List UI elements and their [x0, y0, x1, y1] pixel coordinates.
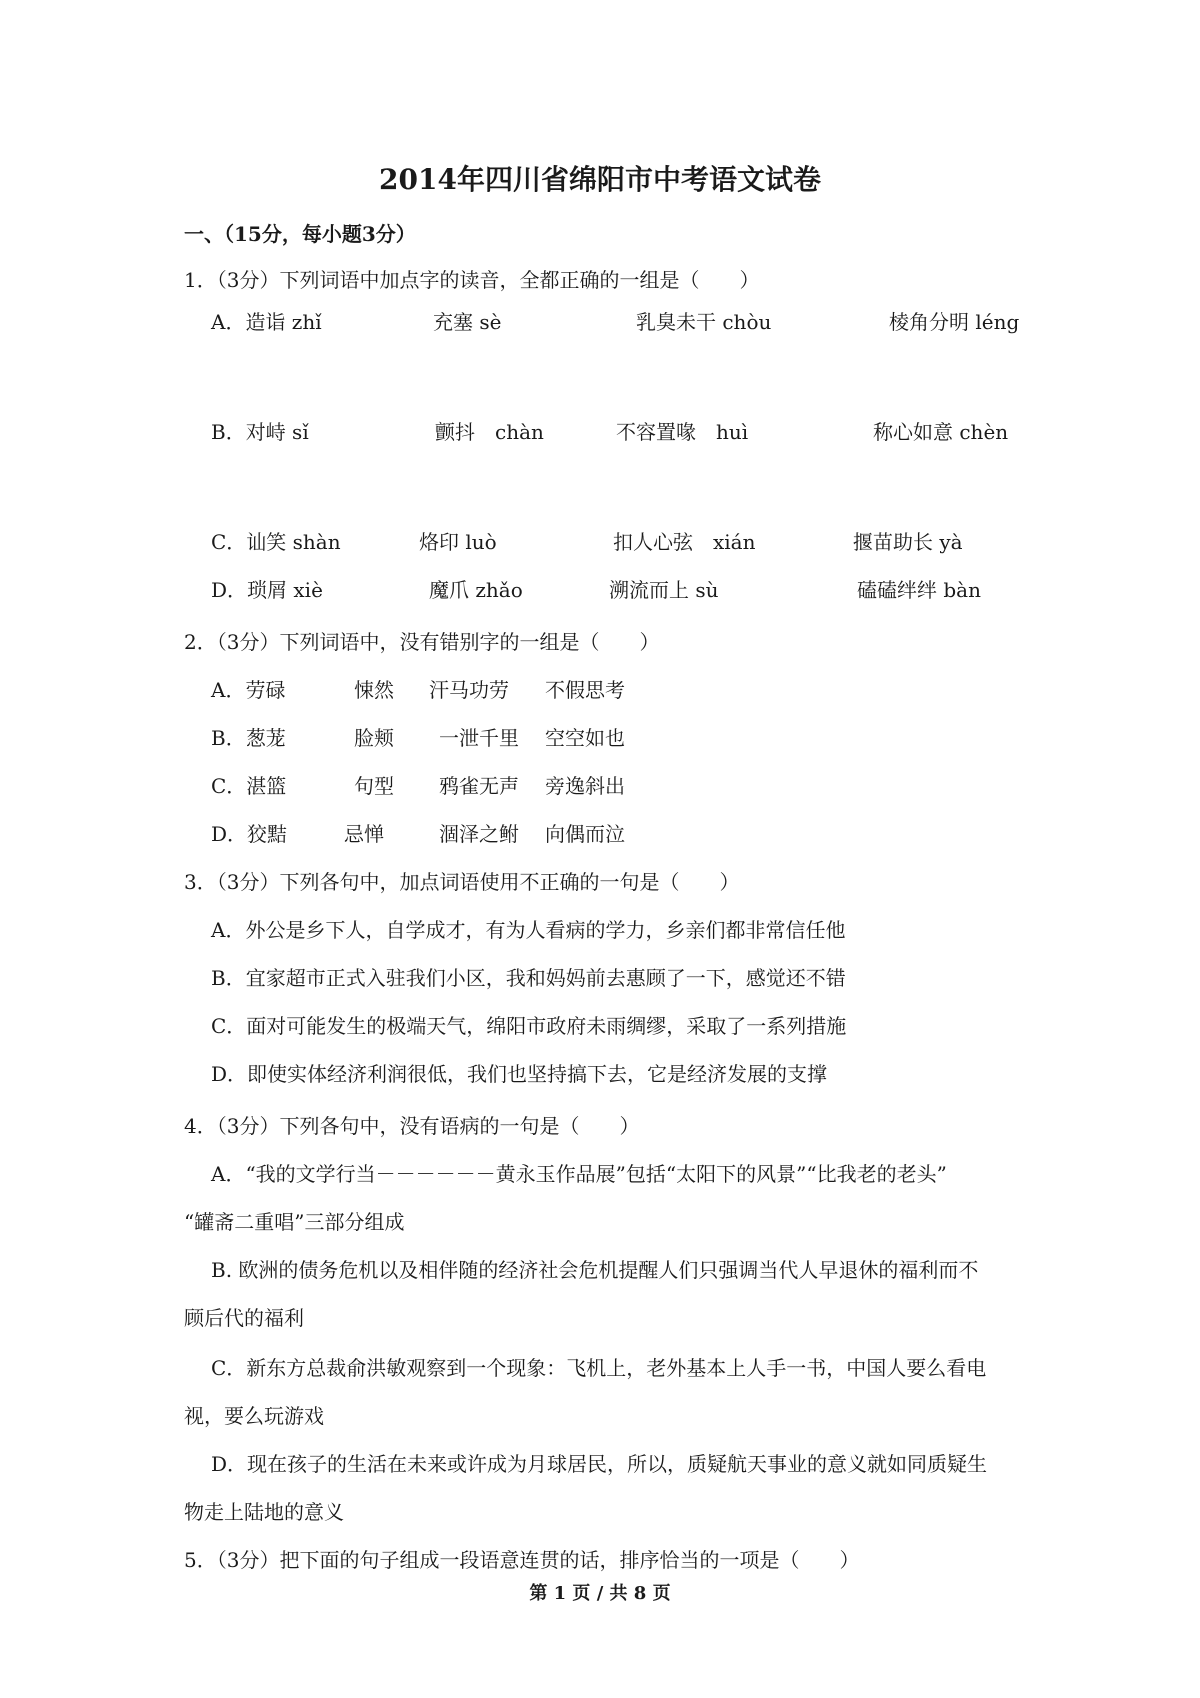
- page-title: 2014年四川省绵阳市中考语文试卷: [379, 163, 821, 196]
- q1-a-item-2: 充塞 sè: [433, 310, 502, 334]
- q2-b-item-2: 脸颊: [354, 726, 394, 750]
- q1-d-item-3: 溯流而上 sù: [609, 578, 719, 602]
- question-3-stem: 3．（3分）下列各句中，加点词语使用不正确的一句是（ ）: [184, 870, 740, 894]
- q2-c-item-4: 旁逸斜出: [545, 774, 625, 798]
- question-1-stem: 1．（3分）下列词语中加点字的读音，全都正确的一组是（ ）: [184, 268, 760, 292]
- q2-a-item-2: 悚然: [354, 678, 394, 702]
- q3-option-d: D．即使实体经济利润很低，我们也坚持搞下去，它是经济发展的支撑: [211, 1062, 828, 1086]
- q2-a-item-1: A．劳碌: [211, 678, 286, 702]
- q4-option-c-line2: 视，要么玩游戏: [184, 1404, 324, 1428]
- q2-d-item-4: 向偶而泣: [545, 822, 625, 846]
- q4-option-a-line2: “罐斋二重唱”三部分组成: [184, 1210, 405, 1234]
- q2-a-item-3: 汗马功劳: [429, 678, 509, 702]
- question-4-stem: 4．（3分）下列各句中，没有语病的一句是（ ）: [184, 1114, 640, 1138]
- q2-c-item-1: C．湛篮: [211, 774, 287, 798]
- q1-c-item-1: C．讪笑 shàn: [211, 530, 341, 554]
- q1-c-item-4: 揠苗助长 yà: [853, 530, 963, 554]
- q4-option-a-line1: A．“我的文学行当－－－－－－黄永玉作品展”包括“太阳下的风景”“比我老的老头”: [211, 1162, 947, 1186]
- q2-b-item-1: B．葱茏: [211, 726, 286, 750]
- q3-option-b: B．宜家超市正式入驻我们小区，我和妈妈前去惠顾了一下，感觉还不错: [211, 966, 846, 990]
- q2-d-item-2: 忌惮: [344, 822, 384, 846]
- section-heading: 一、（15分，每小题3分）: [184, 222, 416, 246]
- q1-b-item-2: 颤抖 chàn: [435, 420, 544, 444]
- q2-b-item-3: 一泄千里: [439, 726, 519, 750]
- q1-d-item-4: 磕磕绊绊 bàn: [857, 578, 981, 602]
- q1-d-item-1: D．琐屑 xiè: [211, 578, 323, 602]
- q4-option-d-line1: D．现在孩子的生活在未来或许成为月球居民，所以，质疑航天事业的意义就如同质疑生: [211, 1452, 988, 1476]
- q3-option-c: C．面对可能发生的极端天气，绵阳市政府未雨绸缪，采取了一系列措施: [211, 1014, 847, 1038]
- q4-option-c-line1: C．新东方总裁俞洪敏观察到一个现象：飞机上，老外基本上人手一书，中国人要么看电: [211, 1356, 987, 1380]
- q1-b-item-4: 称心如意 chèn: [873, 420, 1009, 444]
- q1-b-item-3: 不容置喙 huì: [616, 420, 749, 444]
- q1-a-item-4: 棱角分明 léng: [889, 310, 1020, 334]
- q2-a-item-4: 不假思考: [545, 678, 625, 702]
- q2-d-item-1: D．狡黠: [211, 822, 288, 846]
- q4-option-b-line2: 顾后代的福利: [184, 1306, 304, 1330]
- q1-a-item-1: A．造诣 zhǐ: [211, 310, 322, 334]
- q2-c-item-3: 鸦雀无声: [439, 774, 519, 798]
- q1-b-item-1: B．对峙 sǐ: [211, 420, 309, 444]
- page-footer: 第 1 页 / 共 8 页: [529, 1583, 671, 1604]
- q4-option-b-line1: B. 欧洲的债务危机以及相伴随的经济社会危机提醒人们只强调当代人早退休的福利而不: [211, 1258, 979, 1282]
- q3-option-a: A．外公是乡下人，自学成才，有为人看病的学力，乡亲们都非常信任他: [211, 918, 846, 942]
- q1-a-item-3: 乳臭未干 chòu: [636, 310, 772, 334]
- q2-d-item-3: 涸泽之鲋: [439, 822, 519, 846]
- question-5-stem: 5．（3分）把下面的句子组成一段语意连贯的话，排序恰当的一项是（ ）: [184, 1548, 860, 1572]
- q1-d-item-2: 魔爪 zhǎo: [429, 578, 523, 602]
- q2-b-item-4: 空空如也: [545, 726, 625, 750]
- q1-c-item-3: 扣人心弦 xián: [613, 530, 756, 554]
- q4-option-d-line2: 物走上陆地的意义: [184, 1500, 344, 1524]
- q1-c-item-2: 烙印 luò: [419, 530, 497, 554]
- question-2-stem: 2．（3分）下列词语中，没有错别字的一组是（ ）: [184, 630, 660, 654]
- q2-c-item-2: 句型: [354, 774, 394, 798]
